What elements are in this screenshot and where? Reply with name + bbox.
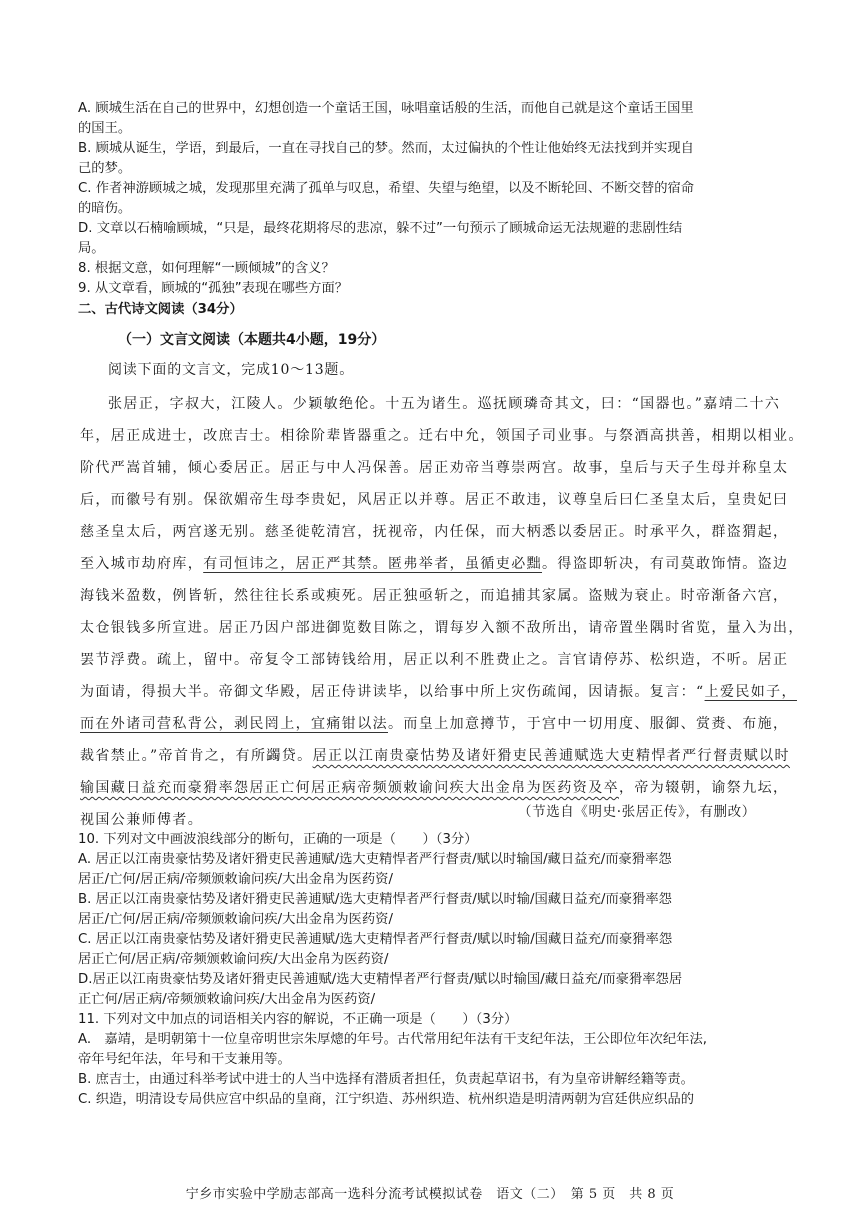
q7-option-b-line-1: B. 顾城从诞生，学语，到最后，一直在寻找自己的梦。然而，太过偏执的个性让他始终无法找到并实现自	[78, 141, 694, 156]
q11-option-a-line-2: 帝年号纪年法，年号和干支兼用等。	[78, 1052, 291, 1067]
passage-line	[80, 740, 790, 772]
passage-text: 阶代严嵩首辅，倾心委居正。居正与中人冯保善。居正劝帝当尊崇两宫。故事，皇后与天子生母并称皇太	[80, 460, 789, 476]
passage-line	[80, 580, 788, 612]
passage-text: 太仓银钱多所宣进。居正乃因户部进御览数目陈之，谓每岁入额不敌所出，请帝置坐隅时省览，量入为出，	[80, 620, 804, 636]
subsection-heading: （一）文言文阅读（本题共4小题，19分）	[118, 332, 386, 348]
wavy-underlined-text: 居正以江南贵豪怙势及诸奸猾吏民善逋赋选大吏精悍者严行督责赋以时	[312, 748, 790, 764]
passage-text: ，帝为辍朝，谕祭九坛，	[619, 780, 789, 796]
q10-option-c-line-1: C. 居正以江南贵豪怙势及诸奸猾吏民善逋赋/选大吏精悍者严行督责/赋以时输/国藏日益充/而豪猾率怨	[78, 932, 673, 947]
section-2-heading: 二、古代诗文阅读（34分）	[78, 302, 243, 317]
q7-option-c-line-2: 的暗伤。	[78, 201, 132, 216]
underlined-text: 上爱民如子，	[704, 684, 797, 700]
underlined-text: 有司恒讳之，居正严其禁。匿弗举者，虽循吏必黜	[203, 556, 543, 572]
passage-text: 至入城市劫府库，	[80, 556, 204, 572]
passage-text: 为面请，得损大半。帝御文华殿，居正侍讲读毕，以给事中所上灾伤疏闻，因请振。复言：“	[80, 684, 705, 700]
passage-text: 后，而徽号有别。保欲媚帝生母李贵妃，风居正以并尊。居正不敢违，议尊皇后曰仁圣皇太后，皇贵妃曰	[80, 492, 789, 508]
question-9: 9. 从文章看，顾城的“孤独”表现在哪些方面？	[78, 281, 349, 296]
question-8: 8. 根据文意，如何理解“一顾倾城”的含义？	[78, 261, 335, 276]
q11-option-b: B. 庶吉士，由通过科举考试中进士的人当中选择有潜质者担任，负责起草诏书，有为皇帝讲解经籍等责。	[78, 1072, 694, 1087]
q11-option-a-line-1: A. 嘉靖，是明朝第十一位皇帝明世宗朱厚熜的年号。古代常用纪年法有干支纪年法，王公即位年次纪年法,	[78, 1032, 707, 1047]
passage-line	[80, 484, 788, 516]
q7-option-d-line-2: 局。	[78, 241, 105, 256]
passage-text: 张居正，字叔大，江陵人。少颖敏绝伦。十五为诸生。巡抚顾璘奇其文，曰：“国器也。”嘉靖二十六	[108, 396, 781, 412]
page-footer: 宁乡市实验中学励志部高一选科分流考试模拟试卷 语文（二） 第 5 页 共 8 页	[185, 1187, 675, 1202]
q10-option-a-line-2: 居正/亡何/居正病/帝频颁敕谕问疾/大出金帛为医药资/	[78, 872, 393, 887]
passage-text: 视国公兼师傅者。	[80, 812, 204, 828]
q10-option-b-line-1: B. 居正以江南贵豪怙势及诸奸猾吏民善逋赋/选大吏精悍者严行督责/赋以时输/国藏日益充/而豪猾率怨	[78, 892, 672, 907]
q7-option-a-line-1: A. 顾城生活在自己的世界中，幻想创造一个童话王国，咏唱童话般的生活，而他自己就是这个童话王国里	[78, 101, 694, 116]
passage-line	[80, 676, 797, 708]
q10-option-d-line-1: D.居正以江南贵豪怙势及诸奸猾吏民善逋赋/选大吏精悍者严行督责/赋以时输国/藏日益充/而豪猾率怨居	[78, 972, 683, 987]
passage-text: 。得盗即斩决，有司莫敢饰情。盗边	[542, 556, 789, 572]
q11-stem: 11. 下列对文中加点的词语相关内容的解说，不正确一项是（ ）（3分）	[78, 1012, 518, 1027]
passage-line	[80, 548, 788, 580]
reading-instruction: 阅读下面的文言文，完成10～13题。	[108, 362, 355, 378]
passage-text: 裁省禁止。”帝首肯之，有所蠲贷。	[80, 748, 313, 764]
q7-option-c-line-1: C. 作者神游顾城之城，发现那里充满了孤单与叹息，希望、失望与绝望，以及不断轮回、不断交替的宿命	[78, 181, 695, 196]
q10-stem: 10. 下列对文中画波浪线部分的断句，正确的一项是（ ）（3分）	[78, 832, 478, 847]
passage-line	[80, 612, 804, 644]
passage-text: 。而皇上加意撙节，于宫中一切用度、服御、赏赉、布施，	[388, 716, 789, 732]
passage-text: 慈圣皇太后，两宫遂无别。慈圣徙乾清宫，抚视帝，内任保，而大柄悉以委居正。时承平久，群盗猬起，	[80, 524, 789, 540]
passage-line	[108, 388, 780, 420]
passage-line	[80, 452, 788, 484]
q10-option-c-line-2: 居正亡何/居正病/帝频颁敕谕问疾/大出金帛为医药资/	[78, 952, 389, 967]
q11-option-c-line-1: C. 织造，明清设专局供应宫中织品的皇商，江宁织造、苏州织造、杭州织造是明清两朝为宫廷供应织品的	[78, 1092, 695, 1107]
q10-option-a-line-1: A. 居正以江南贵豪怙势及诸奸猾吏民善逋赋/选大吏精悍者严行督责/赋以时输国/藏日益充/而豪猾率怨	[78, 852, 672, 867]
wavy-underlined-text: 输国藏日益充而豪猾率怨居正亡何居正病帝频颁敕谕问疾大出金帛为医药资及卒	[80, 780, 619, 796]
passage-line	[80, 516, 788, 548]
q10-option-b-line-2: 居正/亡何/居正病/帝频颁敕谕问疾/大出金帛为医药资/	[78, 912, 393, 927]
q7-option-b-line-2: 己的梦。	[78, 161, 132, 176]
passage-line	[80, 420, 804, 452]
q7-option-a-line-2: 的国王。	[78, 121, 132, 136]
passage-text: 罢节浮费。疏上，留中。帝复令工部铸钱给用，居正以利不胜费止之。言官请停苏、松织造，不听。居正	[80, 652, 789, 668]
passage-line	[80, 772, 788, 804]
source-note: （节选自《明史·张居正传》，有删改）	[518, 804, 756, 820]
passage-text: 海钱米盈数，例皆斩，然往往长系或瘐死。居正独亟斩之，而追捕其家属。盗贼为衰止。时帝渐备六宫，	[80, 588, 789, 604]
passage-line	[80, 644, 788, 676]
underlined-text: 而在外诸司营私背公，剥民罔上，宜痛钳以法	[80, 716, 388, 732]
passage-text: 年，居正成进士，改庶吉士。相徐阶辈皆器重之。迁右中允，领国子司业事。与祭酒高拱善，相期以相业。	[80, 428, 804, 444]
passage-line	[80, 708, 788, 740]
q7-option-d-line-1: D. 文章以石楠喻顾城，“只是，最终花期将尽的悲凉，躲不过”一句预示了顾城命运无法规避的悲剧性结	[78, 221, 683, 236]
q10-option-d-line-2: 正亡何/居正病/帝频颁敕谕问疾/大出金帛为医药资/	[78, 992, 376, 1007]
